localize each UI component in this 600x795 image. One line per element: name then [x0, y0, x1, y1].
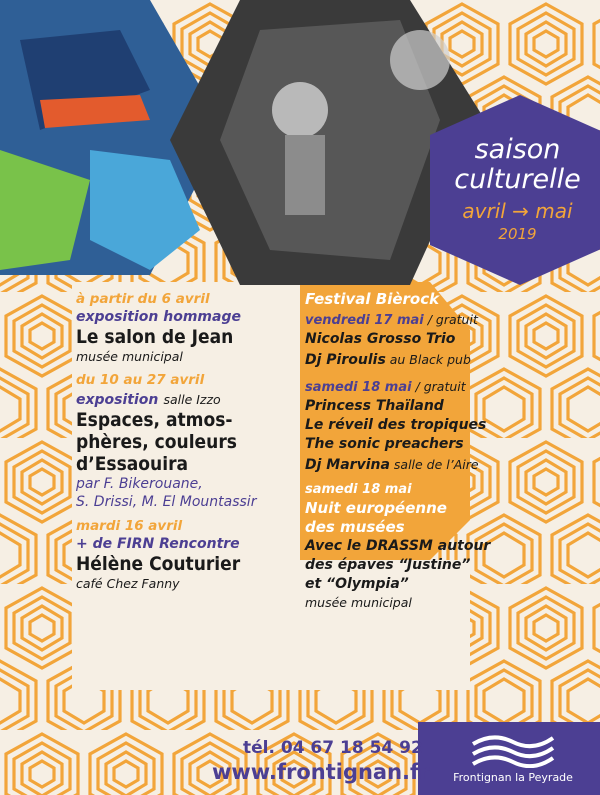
- event-type: exposition hommage: [76, 309, 241, 325]
- museum-night-desc-line: et “Olympia”: [305, 576, 409, 592]
- footer-logo-text: Frontignan la Peyrade: [453, 771, 573, 784]
- title-dates: avril → mai: [462, 199, 573, 223]
- event-date: du 10 au 27 avril: [76, 372, 205, 388]
- title-line-culturelle: culturelle: [454, 164, 581, 195]
- event-title-line: d’Essaouira: [76, 453, 189, 475]
- festival-title: Festival Bièrock: [305, 290, 440, 308]
- footer-phone: tél. 04 67 18 54 92: [243, 738, 423, 758]
- friday-free: / gratuit: [423, 312, 478, 327]
- title-year: 2019: [498, 225, 537, 243]
- saturday-date: samedi 18 mai: [305, 380, 412, 395]
- act-place: au Black pub: [385, 352, 471, 367]
- friday-date: vendredi 17 mai: [305, 313, 424, 328]
- museum-night-desc-line: des épaves “Justine”: [305, 557, 471, 573]
- museum-night-date: samedi 18 mai: [305, 482, 412, 497]
- event-title: Hélène Couturier: [76, 553, 241, 575]
- event-artists-line: par F. Bikerouane,: [76, 476, 203, 492]
- event-title-line: Espaces, atmos-: [76, 409, 233, 431]
- event-place: musée municipal: [76, 349, 183, 364]
- act-name: Dj Piroulis: [305, 352, 386, 368]
- footer-website-link[interactable]: www.frontignan.fr: [212, 760, 430, 784]
- event-date: à partir du 6 avril: [76, 291, 210, 307]
- act-name: Le réveil des tropiques: [305, 417, 487, 433]
- right-column: [305, 290, 595, 611]
- act-name: Nicolas Grosso Trio: [305, 331, 456, 347]
- act-name: Dj Marvina: [305, 457, 390, 473]
- act-name: Princess Thaïland: [305, 398, 444, 414]
- museum-night-desc-line: Avec le DRASSM autour: [305, 538, 491, 554]
- left-column: [76, 290, 306, 592]
- saturday-free: / gratuit: [411, 379, 466, 394]
- event-type: exposition: [76, 392, 159, 408]
- event-artists-line: S. Drissi, M. El Mountassir: [76, 494, 257, 510]
- event-title: Le salon de Jean: [76, 326, 234, 348]
- act-name: The sonic preachers: [305, 436, 464, 452]
- title-line-saison: saison: [474, 134, 561, 165]
- event-type-suffix: salle Izzo: [163, 392, 221, 407]
- museum-night-title-line: des musées: [305, 518, 405, 536]
- event-title-line: phères, couleurs: [76, 431, 237, 453]
- museum-night-place: musée municipal: [305, 595, 412, 610]
- museum-night-title-line: Nuit européenne: [305, 499, 447, 517]
- wave-logo-icon: [468, 730, 558, 768]
- event-place: café Chez Fanny: [76, 576, 180, 591]
- event-type: + de FIRN Rencontre: [76, 536, 240, 552]
- event-date: mardi 16 avril: [76, 518, 183, 534]
- season-title: [430, 135, 600, 243]
- act-place: salle de l’Aire: [389, 457, 479, 472]
